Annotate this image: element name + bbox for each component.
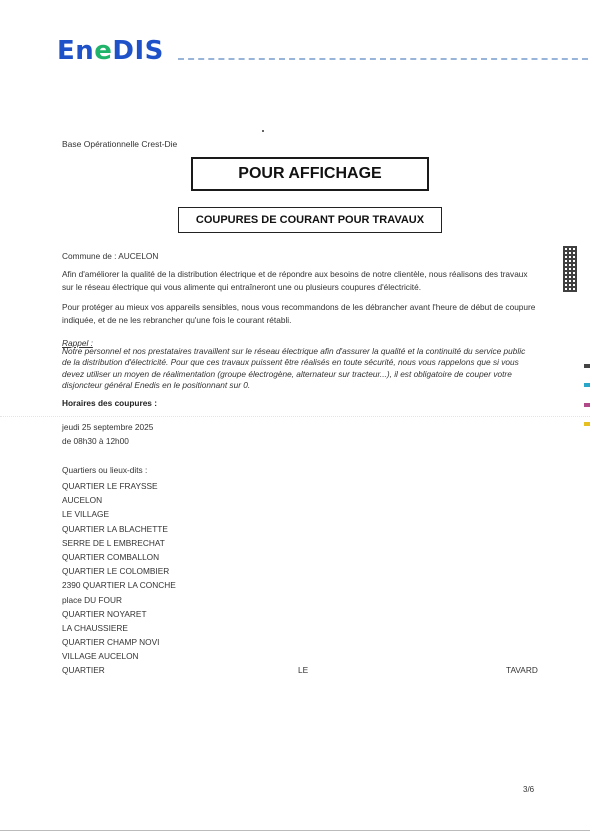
coupure-date: jeudi 25 septembre 2025	[62, 422, 154, 432]
page-number: 3/6	[523, 785, 535, 794]
quartier-item: 2390 QUARTIER LA CONCHE	[62, 580, 176, 591]
quartier-item: QUARTIER COMBALLON	[62, 551, 160, 562]
rappel-title: Rappel :	[62, 338, 93, 348]
pour-affichage-title	[191, 157, 429, 191]
quartier-item: QUARTIER LE COLOMBIER	[62, 566, 170, 577]
quartier-item: QUARTIER CHAMP NOVI	[62, 637, 160, 648]
enedis-logo: EneDIS	[57, 36, 164, 66]
footer-tavard: TAVARD	[506, 665, 538, 675]
print-mark-black	[584, 364, 590, 368]
protection-paragraph: Pour protéger au mieux vos appareils sensibles, nous vous recommandons de les débrancher avant l'heure de début de coupure indiquée, et de ne les rebrancher qu'une fois le courant rétabli.	[62, 302, 536, 326]
rappel-paragraph: Notre personnel et nos prestataires travaillent sur le réseau électrique afin d'assurer la qualité et la continuité du service public de la distribution d'électricité. Pour que ces travaux puissent être réalisés en toute sécurité, nous vous rappelons que si vous devez utiliser un moyen de réalimentation (groupe électrogène, alternateur sur tracteur...), il est obligatoire de couper votre disjoncteur général Enedis en le positionnant sur 0.	[62, 346, 526, 391]
print-mark-cyan	[584, 383, 590, 387]
header-divider	[178, 58, 588, 60]
quartier-item: LA CHAUSSIERE	[62, 622, 128, 633]
coupures-subtitle	[178, 207, 442, 233]
quartier-item: QUARTIER LA BLACHETTE	[62, 523, 168, 534]
coupure-time: de 08h30 à 12h00	[62, 436, 129, 446]
base-operationnelle: Base Opérationnelle Crest-Die	[62, 139, 178, 149]
quartier-item: QUARTIER LE FRAYSSE	[62, 481, 158, 491]
intro-paragraph: Afin d'améliorer la qualité de la distribution électrique et de répondre aux besoins de notre clientèle, nous réalisons des travaux sur le réseau électrique qui vous alimente qui entraîneront une ou plusieurs coupures d'électricité.	[62, 269, 528, 293]
datamatrix-code	[563, 246, 577, 292]
fold-line	[0, 416, 590, 417]
quartier-item: AUCELON	[62, 495, 103, 506]
commune: Commune de : AUCELON	[62, 251, 159, 261]
quartiers-list	[62, 479, 176, 678]
quartiers-title: Quartiers ou lieux-dits :	[62, 465, 148, 475]
quartier-item: place DU FOUR	[62, 594, 122, 605]
quartier-item: LE VILLAGE	[62, 509, 110, 520]
bottom-edge	[0, 830, 590, 831]
quartier-item: QUARTIER NOYARET	[62, 608, 147, 619]
horaires-title: Horaires des coupures :	[62, 398, 157, 408]
quartier-item: SERRE DE L EMBRECHAT	[62, 537, 165, 548]
title-text: POUR AFFICHAGE	[238, 165, 382, 182]
footer-le: LE	[298, 665, 309, 675]
speck	[262, 130, 264, 132]
subtitle-text: COUPURES DE COURANT POUR TRAVAUX	[195, 214, 425, 226]
print-mark-magenta	[584, 403, 590, 407]
print-mark-yellow	[584, 422, 590, 426]
quartier-item: QUARTIER	[62, 665, 105, 676]
quartier-item: VILLAGE AUCELON	[62, 651, 139, 662]
